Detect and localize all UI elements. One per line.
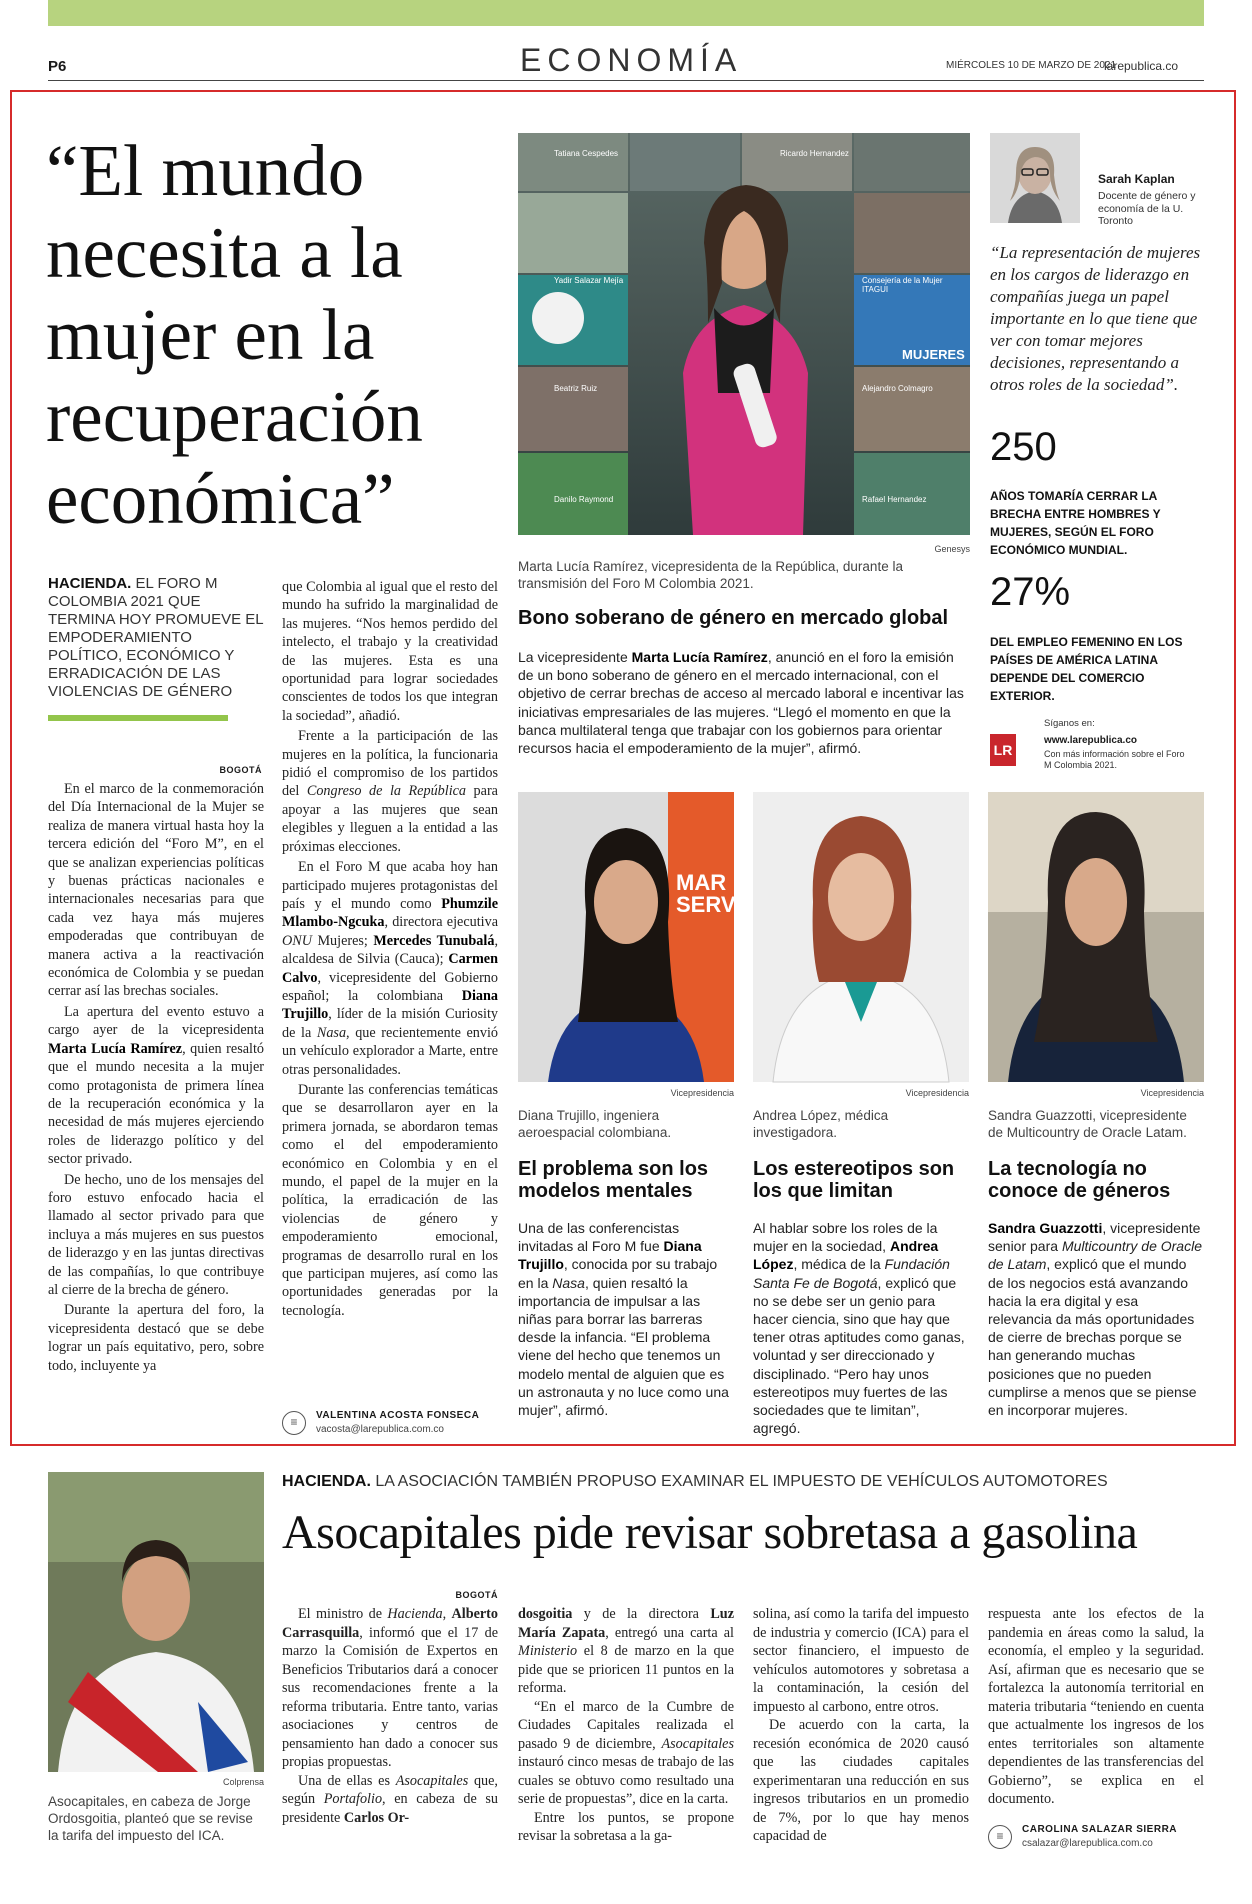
- profile1-title: El problema son los modelos mentales: [518, 1158, 709, 1202]
- site-url[interactable]: larepublica.co: [1104, 59, 1179, 73]
- profile3-title: La tecnología no conoce de géneros: [988, 1158, 1171, 1202]
- byline-email[interactable]: vacosta@larepublica.com.co: [316, 1424, 444, 1435]
- profile1-caption: Diana Trujillo, ingeniera aeroespacial colombiana.: [518, 1108, 672, 1140]
- profile2-title: Los estereotipos son los que limitan: [753, 1158, 955, 1202]
- profile3-caption: Sandra Guazzotti, vicepresidente de Multicountry de Oracle Latam.: [988, 1108, 1187, 1140]
- lead-photo-illustration: [518, 133, 970, 535]
- second-photo-caption: Asocapitales, en cabeza de Jorge Ordosgoitia, planteó que se revise la tarifa del impuesto del ICA.: [48, 1794, 253, 1843]
- author-comment-icon-2: ≡: [988, 1825, 1012, 1849]
- expert-avatar-illustration: [990, 133, 1080, 223]
- second-byline-name: CAROLINA SALAZAR SIERRA: [1022, 1824, 1178, 1835]
- second-byline: [988, 1823, 1204, 1849]
- lead-photo: [518, 133, 970, 535]
- lead-photo-caption: Marta Lucía Ramírez, vicepresidenta de la República, durante la transmisión del Foro M Colombia 2021.: [518, 559, 903, 591]
- stat2-value: 27%: [990, 570, 1071, 614]
- profile3-credit: Vicepresidencia: [1140, 1088, 1204, 1098]
- profile1-photo-illustration: [518, 792, 751, 1082]
- lead-photo-credit: Genesys: [934, 544, 970, 554]
- section-title: ECONOMÍA: [520, 42, 743, 78]
- profile1-body: Una de las conferencistas invitadas al Foro M fue Diana Trujillo, conocida por su trabajo en la Nasa, quien resaltó la importancia de impulsar a las niñas para borrar las barreras desde la infancia. “El problema viene del hecho que tenemos un modelo mental de alguien que es un astronauta y no luce como una mujer”, afirmó.: [518, 1220, 729, 1419]
- kicker-text: EL FORO M COLOMBIA 2021 QUE TERMINA HOY PROMUEVE EL EMPODERAMIENTO POLÍTICO, ECONÓMICO Y ERRADICACIÓN DE LAS VIOLENCIAS DE GÉNERO: [48, 575, 264, 700]
- header-rule: [48, 80, 1204, 81]
- screen-label-5: Beatriz Ruiz: [554, 384, 598, 393]
- expert-avatar: [990, 133, 1080, 223]
- screen-label-8: Rafael Hernandez: [862, 495, 927, 504]
- screen-label-6: Alejandro Colmagro: [862, 384, 933, 393]
- screen-label-4: Consejería de la Mujer ITAGUI: [862, 276, 943, 294]
- bono-title: Bono soberano de género en mercado global: [518, 607, 949, 629]
- main-kicker: [48, 575, 264, 701]
- profile1-bg-text: MAR SERVE: [676, 870, 751, 917]
- second-col4: respuesta ante los efectos de la pandemia en áreas como la salud, la economía, el empleo y la seguridad. Así, afirman que es necesario que se fortalezca la autonomía territorial en materia tributaria “teniendo en cuenta que actualmente los ingresos de los entes territoriales son altamente dependientes de las transferencias del Gobierno”, se explica en el documento.: [988, 1606, 1204, 1807]
- expert-quote: “La representación de mujeres en los cargos de liderazgo en compañías juega un papel importante en lo que tiene que ver con tomar mejores decisiones, representando a otros roles de la sociedad”.: [990, 243, 1201, 394]
- second-byline-email[interactable]: csalazar@larepublica.com.co: [1022, 1838, 1153, 1849]
- stat1-label: AÑOS TOMARÍA CERRAR LA BRECHA ENTRE HOMBRES Y MUJERES, SEGÚN EL FORO ECONÓMICO MUNDIAL.: [990, 489, 1161, 557]
- expert-name: Sarah Kaplan: [1098, 172, 1175, 186]
- second-photo-illustration: [48, 1472, 264, 1772]
- second-col3: solina, así como la tarifa del impuesto de industria y comercio (ICA) para el sector financiero, el impuesto de vehículos automotores y sobretasa a la contaminación, la cesión del impuesto al carbono, entre otros. De acuerdo con la carta, la recesión económica de 2020 causó que las ciudades capitales experimentaran una reducción en sus ingresos tributarios en un promedio de 7%, por lo que hay menos capacidad de: [753, 1606, 969, 1844]
- follow-label: Síganos en:: [1044, 718, 1095, 729]
- profile3-body: Sandra Guazzotti, vicepresidente senior para Multicountry de Oracle de Latam, explicó que el mundo de los negocios está avanzando hacia la era digital y esa relevancia da más oportunidades de cierre de brechas porque se han generando muchas posiciones que no pueden cumplirse a menos que se piense en incorporar mujeres.: [988, 1220, 1202, 1419]
- kicker-rule: [48, 715, 228, 721]
- screen-label-1: Tatiana Cespedes: [554, 149, 619, 158]
- stat2-label: DEL EMPLEO FEMENINO EN LOS PAÍSES DE AMÉRICA LATINA DEPENDE DEL COMERCIO EXTERIOR.: [990, 635, 1183, 703]
- top-color-bar: [48, 0, 1204, 26]
- stat1-value: 250: [990, 425, 1057, 469]
- follow-url[interactable]: www.larepublica.co: [1044, 735, 1137, 746]
- main-byline: [282, 1409, 498, 1435]
- follow-text: Con más información sobre el Foro M Colombia 2021.: [1044, 749, 1185, 770]
- second-kicker-text: LA ASOCIACIÓN TAMBIÉN PROPUSO EXAMINAR EL IMPUESTO DE VEHÍCULOS AUTOMOTORES: [375, 1473, 1108, 1490]
- profile2-credit: Vicepresidencia: [905, 1088, 969, 1098]
- page-number: P6: [48, 58, 67, 75]
- main-article-col2: que Colombia al igual que el resto del mundo ha sufrido la marginalidad de las mujeres. “Nos hemos perdido del intelecto, el trabajo y la creatividad de las mujeres. Esta es una oportunidad para lograr sociedades conscientes de todos los que integran la sociedad”, añadió. Frente a la participación de las mujeres en la política, la funcionaria pidió el compromiso de los partidos del Congreso de la República para apoyar a las mujeres que sean elegibles y lleguen a la entidad a las próximas elecciones. En el Foro M que acaba hoy han participado mujeres protagonistas del país y el mundo como Phumzile Mlambo-Ngcuka, directora ejecutiva ONU Mujeres; Mercedes Tunubalá, alcaldesa de Silvia (Cauca); Carmen Calvo, vicepresidente del Gobierno español; la colombiana Diana Trujillo, líder de la misión Curiosity de la Nasa, que recientemente envió un vehículo explorador a Marte, entre otras personalidades. Durante las conferencias temáticas que se desarrollaron ayer en la primera jornada, se abordaron temas como el del empoderamiento económico en Colombia y en el mundo, el papel de la mujer en la política, la erradicación de las violencias de género y empoderamiento emocional, programas de desarrollo rural en los que participan mujeres, así como las oportunidades generadas por la tecnología.: [282, 579, 499, 1319]
- dateline-city: BOGOTÁ: [219, 765, 262, 775]
- second-col1: El ministro de Hacienda, Alberto Carrasquilla, informó que el 17 de marzo la Comisión de Expertos en Beneficios Tributarios dará a conocer sus recomendaciones frente a la reforma tributaria. Entre tanto, varias asociaciones y centros de pensamiento han dado a conocer sus propias propuestas. Una de ellas es Asocapitales que, según Portafolio, en cabeza de su presidente Carlos Or-: [282, 1606, 498, 1826]
- profile2-body: Al hablar sobre los roles de la mujer en la sociedad, Andrea López, médica de la Fundación Santa Fe de Bogotá, explicó que no se debe ser un genio para hacer ciencia, sino que hay que tener otras aptitudes como ganas, voluntad y ser direccionado y disciplinado. “Pero hay unos estereotipos muy fuertes de las sociedades que te limitan”, agregó.: [753, 1220, 965, 1437]
- screen-label-3: Yadir Salazar Mejía: [554, 276, 624, 285]
- screen-label-7: Danilo Raymond: [554, 495, 614, 504]
- screen-label-2: Ricardo Hernandez: [780, 149, 849, 158]
- second-kicker: [282, 1473, 1108, 1491]
- second-dateline-city: BOGOTÁ: [455, 1590, 498, 1600]
- profile1-photo: [518, 792, 751, 1082]
- main-headline: “El mundo necesita a la mujer en la recuperación económica”: [46, 130, 423, 539]
- second-col2: dosgoitia y de la directora Luz María Zapata, entregó una carta al Ministerio el 8 de marzo en la que pide que se prioricen 11 puntos en la reforma. “En el marco de la Cumbre de Ciudades Capitales realizada el pasado 9 de diciembre, Asocapitales instauró cinco mesas de trabajo de las cuales se obtuvo como resultado una serie de propuestas”, dice en la carta. Entre los puntos, se propone revisar la sobretasa a la ga-: [518, 1606, 734, 1844]
- expert-title: Docente de género y economía de la U. Toronto: [1098, 190, 1196, 227]
- second-kicker-label: HACIENDA.: [282, 1473, 371, 1490]
- profile2-caption: Andrea López, médica investigadora.: [753, 1108, 889, 1140]
- second-photo-credit: Colprensa: [222, 1777, 264, 1787]
- screen-label-9: MUJERES: [902, 347, 965, 362]
- kicker-label: HACIENDA.: [48, 575, 132, 592]
- profile3-photo-illustration: [988, 792, 1204, 1082]
- byline-name: VALENTINA ACOSTA FONSECA: [316, 1410, 480, 1421]
- second-headline: Asocapitales pide revisar sobretasa a gasolina: [282, 1506, 1138, 1559]
- profile2-photo: [753, 792, 969, 1082]
- profile2-photo-illustration: [753, 792, 969, 1082]
- profile1-credit: Vicepresidencia: [670, 1088, 734, 1098]
- bono-body: La vicepresidente Marta Lucía Ramírez, anunció en el foro la emisión de un bono soberano de género en el mercado internacional, con el objetivo de cerrar brechas de acceso al mercado laboral e incentivar las iniciativas empresariales de las mujeres. “Llegó el momento en que la banca multilateral tenga que trabajar con los gobiernos para orientar recursos hacia el empoderamiento de la mujer”, afirmó.: [518, 649, 964, 757]
- second-article-photo: [48, 1472, 264, 1772]
- author-comment-icon: ≡: [282, 1411, 306, 1435]
- page-date: MIÉRCOLES 10 DE MARZO DE 2021: [946, 60, 1117, 71]
- larepublica-logo: LR: [990, 734, 1016, 766]
- main-article-col1: En el marco de la conmemoración del Día Internacional de la Mujer se realiza de manera virtual hasta hoy la tercera edición del “Foro M”, en el que se analizan experiencias políticas y buenas prácticas nacionales e internacionales necesarias para que cada vez haya más mujeres empoderadas que contribuyan de manera activa a la reactivación económica de Colombia y se puedan cerrar así las brechas sociales. La apertura del evento estuvo a cargo ayer de la vicepresidenta Marta Lucía Ramírez, quien resaltó que el mundo necesita a la mujer como protagonista de primera línea de la recuperación económica y la necesidad de más mujeres ejerciendo roles de liderazgo político y del sector privado. De hecho, uno de los mensajes del foro estuvo enfocado hacia el llamado al sector privado para que incluya a más mujeres en sus puestos de liderazgo y en las juntas directivas de las compañías, lo que contribuye al cierre de la brecha de género. Durante la apertura del foro, la vicepresidenta destacó que se debe lograr un país equitativo, pero, sobre todo, incluyente ya: [48, 781, 264, 1374]
- profile3-photo: [988, 792, 1204, 1082]
